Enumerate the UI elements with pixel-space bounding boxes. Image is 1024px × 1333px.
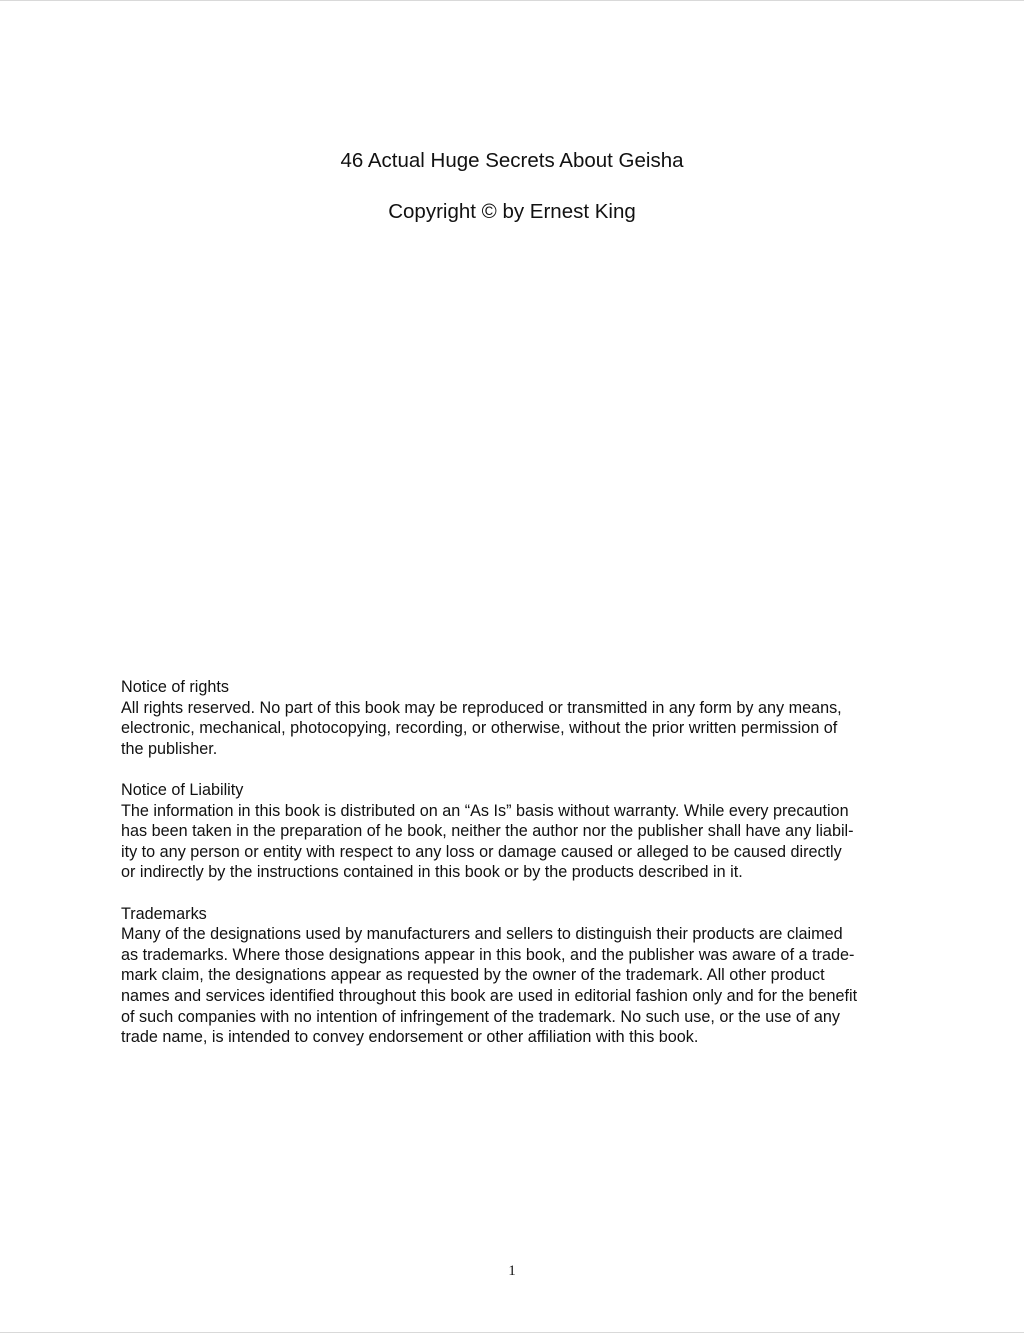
copyright-line: Copyright © by Ernest King xyxy=(388,200,636,223)
notice-line: ity to any person or entity with respect to any loss or damage caused or alleged to be caused directly xyxy=(121,842,842,861)
notice-heading: Trademarks xyxy=(121,904,207,923)
notice-line: or indirectly by the instructions contained in this book or by the products described in it. xyxy=(121,863,743,882)
notice-line: of such companies with no intention of infringement of the trademark. No such use, or the use of any xyxy=(121,1007,840,1026)
notice-heading: Notice of Liability xyxy=(121,780,244,799)
notice-line: mark claim, the designations appear as requested by the owner of the trademark. All other product xyxy=(121,966,825,985)
notice-line: All rights reserved. No part of this book may be reproduced or transmitted in any form by any means, xyxy=(121,698,842,717)
page-number: 1 xyxy=(508,1263,516,1279)
notice-of-rights xyxy=(121,677,911,759)
notice-of-liability xyxy=(121,780,911,883)
notice-heading: Notice of rights xyxy=(121,678,229,696)
book-title: 46 Actual Huge Secrets About Geisha xyxy=(340,149,684,172)
notice-line: The information in this book is distributed on an “As Is” basis without warranty. While every precaution xyxy=(121,801,849,820)
notice-line: as trademarks. Where those designations appear in this book, and the publisher was aware of a trade- xyxy=(121,945,855,964)
notice-line: electronic, mechanical, photocopying, recording, or otherwise, without the prior written permission of xyxy=(121,719,838,738)
notice-line: names and services identified throughout this book are used in editorial fashion only and for the benefit xyxy=(121,986,858,1005)
notice-line: trade name, is intended to convey endorsement or other affiliation with this book. xyxy=(121,1028,699,1047)
trademarks-notice xyxy=(121,904,911,1048)
legal-notices xyxy=(121,677,911,1068)
notice-line: the publisher. xyxy=(121,739,218,758)
notice-line: Many of the designations used by manufacturers and sellers to distinguish their products are claimed xyxy=(121,925,843,944)
notice-line: has been taken in the preparation of he book, neither the author nor the publisher shall have any liabil- xyxy=(121,822,854,841)
